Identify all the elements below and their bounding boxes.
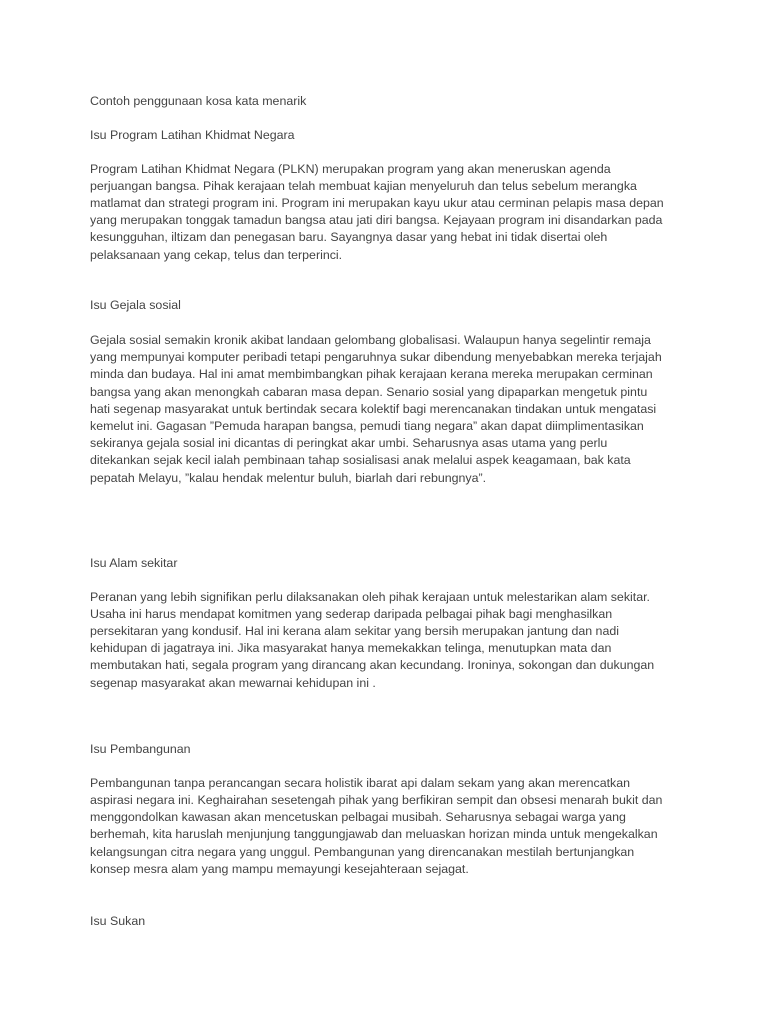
paragraph-line: kehidupan di jagatraya ini. Jika masyarakat hanya memekakkan telinga, menutupkan mata dan xyxy=(90,641,612,655)
paragraph-line: pepatah Melayu, ”kalau hendak melentur buluh, biarlah dari rebungnya”. xyxy=(90,471,487,485)
paragraph-line: yang mempunyai komputer peribadi tetapi pengaruhnya sukar dibendung menyebabkan mereka terjajah xyxy=(90,350,662,364)
paragraph-line: ditekankan sejak kecil ialah pembinaan tahap sosialisasi anak melalui aspek keagamaan, bak kata xyxy=(90,453,631,467)
paragraph-line: membutakan hati, segala program yang dirancang akan kecundang. Ironinya, sokongan dan dukungan xyxy=(90,658,655,672)
paragraph-line: menggondolkan kawasan akan mencetuskan pelbagai musibah. Seharusnya sebagai warga yang xyxy=(90,810,626,824)
document-title: Contoh penggunaan kosa kata menarik xyxy=(90,94,307,108)
paragraph-line: aspirasi negara ini. Keghairahan sesetengah pihak yang berfikiran sempit dan obsesi menarah bukit dan xyxy=(90,793,663,807)
paragraph-line: konsep mesra alam yang mampu memayungi kesejahteraan sejagat. xyxy=(90,862,469,876)
paragraph-line: Program Latihan Khidmat Negara (PLKN) merupakan program yang akan meneruskan agenda xyxy=(90,162,611,176)
section-heading-plkn: Isu Program Latihan Khidmat Negara xyxy=(90,128,295,142)
paragraph-line: berhemah, kita haruslah menjunjung tanggungjawab dan meluaskan horizan minda untuk mengekalkan xyxy=(90,827,658,841)
paragraph-line: bangsa yang akan menongkah cabaran masa depan. Senario sosial yang dipaparkan mengetuk pintu xyxy=(90,385,648,399)
paragraph-line: Pembangunan tanpa perancangan secara holistik ibarat api dalam sekam yang akan merencatkan xyxy=(90,776,631,790)
paragraph-line: perjuangan bangsa. Pihak kerajaan telah membuat kajian menyeluruh dan telus sebelum merangka xyxy=(90,179,637,193)
paragraph-line: sekiranya gejala sosial ini dicantas di peringkat akar umbi. Seharusnya asas utama yang perlu xyxy=(90,436,608,450)
paragraph-line: hati segenap masyarakat untuk bertindak secara kolektif bagi merencanakan tindakan untuk mengatasi xyxy=(90,402,657,416)
paragraph-line: kelangsungan citra negara yang unggul. Pembangunan yang direncanakan mestilah bertunjangkan xyxy=(90,845,635,859)
paragraph-line: yang merupakan tonggak tamadun bangsa atau jati diri bangsa. Kejayaan program ini disandarkan pada xyxy=(90,213,663,227)
paragraph-line: matlamat dan strategi program ini. Program ini merupakan kayu ukur atau cerminan pelapis masa depan xyxy=(90,196,664,210)
paragraph-line: pelaksanaan yang cekap, telus dan terperinci. xyxy=(90,248,343,262)
section-heading-gejala-sosial: Isu Gejala sosial xyxy=(90,298,181,312)
section-heading-pembangunan: Isu Pembangunan xyxy=(90,742,191,756)
paragraph-line: Usaha ini harus mendapat komitmen yang sederap daripada pelbagai pihak bagi menghasilkan xyxy=(90,607,613,621)
paragraph-line: kesungguhan, iltizam dan penegasan baru. Sayangnya dasar yang hebat ini tidak disertai oleh xyxy=(90,230,608,244)
section-heading-alam-sekitar: Isu Alam sekitar xyxy=(90,556,178,570)
paragraph-line: Gejala sosial semakin kronik akibat landaan gelombang globalisasi. Walaupun hanya segelintir remaja xyxy=(90,333,651,347)
section-heading-sukan: Isu Sukan xyxy=(90,914,146,928)
paragraph-line: minda dan budaya. Hal ini amat membimbangkan pihak kerajaan kerana mereka merupakan cerminan xyxy=(90,367,653,381)
paragraph-line: persekitaran yang kondusif. Hal ini kerana alam sekitar yang bersih merupakan jantung dan nadi xyxy=(90,624,619,638)
paragraph-line: kemelut ini. Gagasan ”Pemuda harapan bangsa, pemudi tiang negara” akan dapat diimplimentasikan xyxy=(90,419,644,433)
paragraph-line: Peranan yang lebih signifikan perlu dilaksanakan oleh pihak kerajaan untuk melestarikan alam sekitar. xyxy=(90,590,650,604)
paragraph-line: segenap masyarakat akan mewarnai kehidupan ini . xyxy=(90,676,376,690)
